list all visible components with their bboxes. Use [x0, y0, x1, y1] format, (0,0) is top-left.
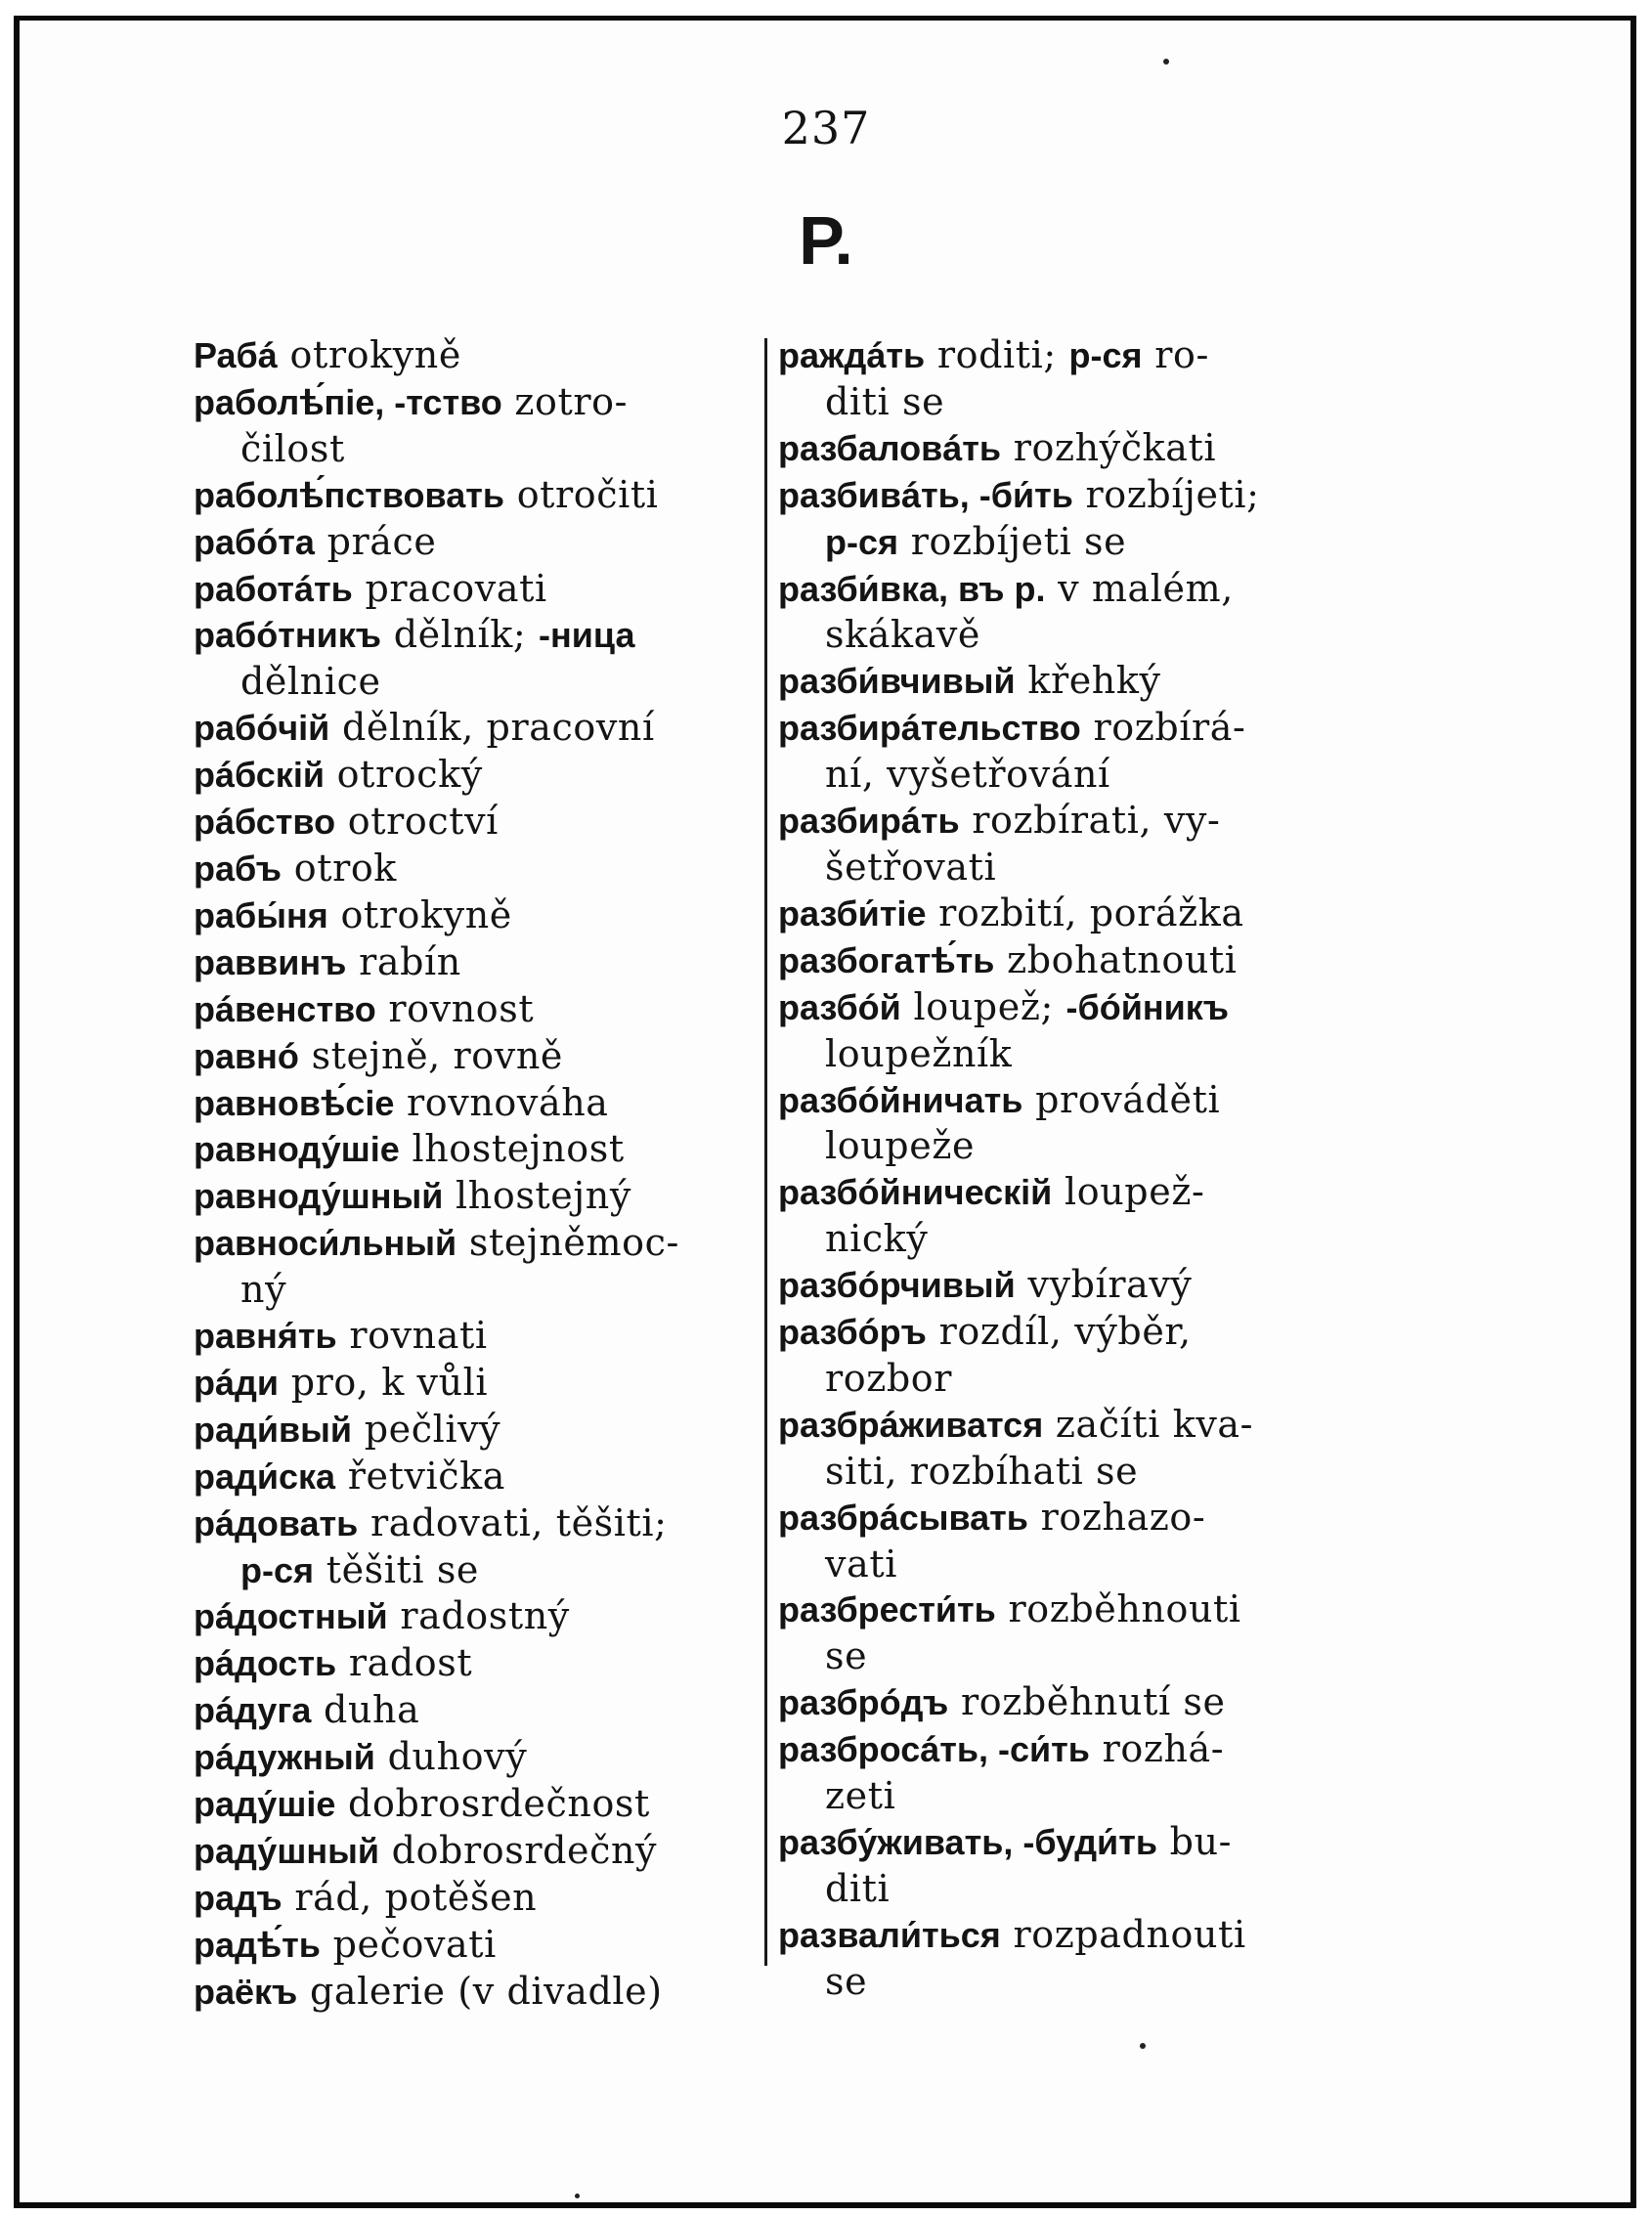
entry-headword: рабóчій: [194, 708, 330, 749]
entry-translation: rozběhnouti: [1008, 1587, 1241, 1631]
entry-translation: otročiti: [516, 472, 659, 516]
entry-translation: galerie (v divadle): [309, 1969, 663, 2013]
entry-translation: rozbití, porážka: [938, 891, 1244, 934]
entry-translation: stejně, rovně: [311, 1033, 564, 1077]
dictionary-entry: [194, 846, 759, 892]
entry-translation: dobrosrdečný: [391, 1829, 658, 1872]
entry-headword: равноду́шіе: [194, 1129, 400, 1170]
dictionary-entry: [194, 1126, 759, 1173]
entry-translation: duha: [324, 1688, 420, 1732]
dictionary-entry: [194, 1828, 759, 1875]
entry-continuation: [778, 1542, 1335, 1587]
entry-translation: dělnice: [240, 660, 381, 704]
entry-continuation: [778, 1959, 1335, 2005]
entry-translation: radost: [348, 1641, 473, 1685]
letter-heading: Р.: [799, 202, 853, 279]
dictionary-entry: [194, 1033, 759, 1080]
entry-headword-variant: р-ся: [240, 1549, 315, 1590]
entry-translation: nický: [825, 1217, 929, 1261]
entry-headword-variant: -бóйникъ: [1065, 986, 1230, 1027]
entry-headword: разбóйничать: [778, 1079, 1023, 1120]
dictionary-entry: [778, 1679, 1335, 1726]
dictionary-entry: [194, 1313, 759, 1360]
entry-translation: rovnati: [349, 1314, 488, 1358]
entry-translation: v malém,: [1058, 566, 1234, 610]
dictionary-entry: [778, 937, 1335, 984]
dictionary-entry: [778, 1077, 1335, 1124]
dictionary-entry: [194, 1687, 759, 1734]
dictionary-entry: [194, 1407, 759, 1454]
entry-headword-variant: -ница: [539, 615, 635, 656]
dictionary-entry: [778, 1402, 1335, 1449]
dictionary-entry: [778, 1495, 1335, 1542]
entry-headword: рáвенство: [194, 988, 376, 1029]
dictionary-entry: [778, 1912, 1335, 1959]
entry-translation: loupež;: [913, 984, 1054, 1028]
entry-headword: равнó: [194, 1035, 299, 1076]
entry-headword: рáдужный: [194, 1737, 375, 1778]
dictionary-entry: [194, 1781, 759, 1828]
entry-translation: zeti: [825, 1774, 896, 1818]
dictionary-entry: [194, 799, 759, 846]
entry-headword: разбóрчивый: [778, 1265, 1016, 1306]
dictionary-entry: [194, 1734, 759, 1781]
entry-headword: разбирáтельство: [778, 708, 1081, 749]
entry-continuation: [778, 519, 1335, 566]
dictionary-entry: [194, 1173, 759, 1220]
dictionary-entry: [778, 1262, 1335, 1309]
entry-translation: lhostejný: [456, 1174, 631, 1218]
dictionary-entry: [778, 566, 1335, 613]
entry-translation: roditi;: [936, 333, 1057, 376]
entry-translation: otrokyně: [289, 333, 461, 376]
entry-translation: křehký: [1027, 659, 1161, 703]
dictionary-entry: [778, 1309, 1335, 1356]
dictionary-entry: [778, 425, 1335, 472]
dictionary-entry: [778, 472, 1335, 519]
entry-translation: rozpadnouti: [1013, 1912, 1246, 1956]
entry-translation: radovati, těšiti;: [370, 1500, 668, 1544]
entry-headword: равноси́льный: [194, 1223, 457, 1264]
entry-translation: prováděti: [1035, 1077, 1221, 1121]
entry-translation: ní, vyšetřování: [825, 753, 1110, 797]
entry-translation: začíti kva-: [1055, 1402, 1254, 1446]
entry-headword: разбрóдъ: [778, 1682, 949, 1723]
entry-headword: равноду́шный: [194, 1176, 444, 1217]
entry-headword: ради́вый: [194, 1409, 352, 1450]
entry-translation: lhostejnost: [412, 1127, 625, 1171]
dictionary-entry: [778, 1586, 1335, 1633]
entry-translation: rozbor: [825, 1356, 953, 1400]
entry-headword: раболѣ́пствовать: [194, 474, 504, 515]
dictionary-entry: [778, 798, 1335, 845]
entry-translation: pro, k vůli: [290, 1360, 489, 1404]
entry-translation: rozbírati, vy-: [972, 799, 1221, 843]
entry-translation: vati: [825, 1542, 897, 1586]
entry-translation: otrocký: [336, 753, 483, 797]
dictionary-entry: [194, 1080, 759, 1127]
entry-translation: se: [825, 1959, 868, 2003]
dictionary-entry: [194, 332, 759, 379]
entry-translation: rozbírá-: [1093, 706, 1246, 750]
entry-continuation: [778, 1356, 1335, 1402]
entry-translation: rozbíjeti;: [1085, 472, 1260, 516]
entry-translation: radostný: [400, 1594, 570, 1638]
entry-translation: loupež-: [1065, 1170, 1205, 1214]
dictionary-entry: [778, 705, 1335, 752]
dictionary-entry: [778, 1726, 1335, 1773]
entry-headword: рабóта: [194, 521, 315, 562]
dictionary-entry: [194, 752, 759, 799]
entry-translation: rozdíl, výběr,: [938, 1310, 1192, 1354]
entry-headword: равня́ть: [194, 1316, 337, 1357]
entry-headword: разбрáсывать: [778, 1497, 1028, 1538]
entry-translation: rovnováha: [407, 1080, 609, 1124]
entry-headword: работáть: [194, 568, 353, 609]
entry-translation: otrokyně: [340, 892, 512, 936]
entry-translation: řetvička: [347, 1454, 506, 1498]
entry-translation: rozhazo-: [1040, 1495, 1206, 1539]
entry-continuation: [194, 426, 759, 472]
entry-headword: разби́вчивый: [778, 661, 1016, 702]
entry-headword: рáдуга: [194, 1690, 312, 1731]
entry-continuation: [778, 379, 1335, 425]
dictionary-entry: [194, 566, 759, 613]
entry-continuation: [778, 1031, 1335, 1077]
entry-headword: разбогатѣ́ть: [778, 939, 995, 980]
entry-translation: otrok: [293, 846, 397, 890]
dictionary-entry: [194, 1969, 759, 2016]
entry-translation: dělník, pracovní: [341, 706, 655, 750]
entry-headword: разбóй: [778, 986, 901, 1027]
entry-translation: zotro-: [514, 379, 629, 423]
entry-headword-variant: р-ся: [1068, 335, 1143, 375]
page-number: 237: [781, 102, 871, 154]
entry-headword: разби́тіе: [778, 892, 927, 934]
entry-headword: радъ: [194, 1877, 283, 1918]
entry-translation: čilost: [240, 426, 345, 470]
entry-continuation: [778, 1866, 1335, 1912]
entry-translation: šetřovati: [825, 845, 997, 889]
entry-translation: vybíravý: [1027, 1263, 1193, 1307]
dictionary-entry: [778, 658, 1335, 705]
dictionary-entry: [778, 332, 1335, 379]
entry-translation: bu-: [1169, 1820, 1233, 1863]
dictionary-entry: [194, 1875, 759, 1922]
entry-headword: ради́ска: [194, 1456, 336, 1497]
entry-continuation: [778, 752, 1335, 798]
dictionary-entry: [194, 1500, 759, 1547]
entry-translation: rozbíjeti se: [910, 519, 1127, 563]
entry-continuation: [778, 612, 1335, 658]
entry-continuation: [778, 1449, 1335, 1495]
entry-translation: siti, rozbíhati se: [825, 1449, 1139, 1493]
entry-headword: раждáть: [778, 335, 926, 375]
dictionary-entry: [194, 986, 759, 1033]
dictionary-entry: [778, 984, 1335, 1031]
entry-translation: rovnost: [388, 986, 535, 1030]
entry-translation: loupežník: [825, 1031, 1013, 1075]
entry-translation: ro-: [1154, 333, 1209, 376]
entry-headword: разбóръ: [778, 1312, 927, 1353]
dictionary-entry: [194, 472, 759, 519]
entry-headword: Рабá: [194, 335, 278, 375]
entry-continuation: [778, 1216, 1335, 1262]
dictionary-entry: [778, 1169, 1335, 1216]
entry-headword: рабóтникъ: [194, 615, 382, 656]
dictionary-entry: [194, 1922, 759, 1969]
entry-headword: разби́вка, въ р.: [778, 568, 1046, 609]
entry-headword: раёкъ: [194, 1971, 298, 2012]
entry-continuation: [778, 1123, 1335, 1169]
entry-headword: раболѣ́піе, -тство: [194, 381, 502, 422]
entry-continuation: [194, 1267, 759, 1313]
dictionary-entry: [194, 1360, 759, 1407]
entry-headword: рáбскій: [194, 755, 325, 796]
entry-headword: раду́шный: [194, 1831, 379, 1871]
entry-continuation: [778, 1633, 1335, 1679]
entry-translation: pečlivý: [364, 1407, 501, 1451]
entry-translation: diti se: [825, 379, 945, 423]
left-column: [194, 332, 759, 2016]
entry-headword: радѣ́ть: [194, 1924, 321, 1965]
print-speck: [1140, 2043, 1146, 2049]
entry-headword: разбу́живать, -буди́ть: [778, 1822, 1157, 1862]
entry-translation: otroctví: [347, 800, 499, 844]
dictionary-entry: [778, 891, 1335, 937]
entry-headword: разбирáть: [778, 801, 960, 842]
dictionary-entry: [194, 1220, 759, 1267]
dictionary-entry: [194, 1593, 759, 1640]
entry-translation: se: [825, 1634, 868, 1678]
entry-continuation: [778, 845, 1335, 891]
entry-translation: diti: [825, 1866, 891, 1910]
entry-translation: rád, potěšen: [294, 1875, 538, 1919]
entry-translation: rozběhnutí se: [960, 1680, 1226, 1724]
dictionary-entry: [778, 1819, 1335, 1866]
dictionary-entry: [194, 1640, 759, 1687]
dictionary-entry: [194, 1454, 759, 1500]
entry-translation: rozhýčkati: [1013, 425, 1217, 469]
entry-translation: ný: [240, 1268, 287, 1312]
entry-headword: разбросáть, -си́ть: [778, 1729, 1090, 1770]
entry-continuation: [778, 1773, 1335, 1819]
entry-headword: рáдовать: [194, 1502, 359, 1543]
print-speck: [575, 2194, 580, 2198]
entry-translation: zbohatnouti: [1007, 937, 1238, 981]
dictionary-entry: [194, 519, 759, 566]
entry-translation: práce: [326, 519, 437, 563]
entry-translation: rozhá-: [1102, 1727, 1225, 1771]
entry-headword: разбрести́ть: [778, 1589, 996, 1630]
entry-translation: duhový: [387, 1735, 528, 1779]
entry-continuation: [194, 1547, 759, 1594]
entry-translation: rabín: [359, 939, 461, 983]
dictionary-entry: [194, 892, 759, 939]
entry-headword: рáди: [194, 1362, 279, 1403]
entry-headword: разбрáживатся: [778, 1404, 1044, 1445]
entry-headword: раду́шіе: [194, 1784, 336, 1825]
entry-headword: рáбство: [194, 802, 336, 843]
dictionary-entry: [194, 612, 759, 659]
entry-continuation: [194, 659, 759, 705]
entry-translation: dělník;: [393, 613, 527, 657]
entry-translation: dobrosrdečnost: [348, 1782, 650, 1826]
entry-translation: těšiti se: [326, 1547, 480, 1591]
entry-headword: раввинъ: [194, 941, 347, 982]
entry-headword: развали́ться: [778, 1914, 1001, 1955]
entry-headword: рáдостный: [194, 1596, 388, 1637]
entry-headword: разбаловáть: [778, 427, 1002, 468]
entry-headword: разбóйническій: [778, 1172, 1053, 1213]
entry-headword: равновѣ́сіе: [194, 1082, 395, 1123]
entry-translation: loupeže: [825, 1124, 976, 1168]
entry-headword: рабы́ня: [194, 894, 328, 935]
column-divider: [764, 338, 767, 1966]
entry-headword: разбивáть, -би́ть: [778, 474, 1073, 515]
entry-translation: stejněmoc-: [468, 1221, 679, 1265]
entry-translation: pečovati: [332, 1922, 497, 1966]
dictionary-entry: [194, 379, 759, 426]
right-column: [778, 332, 1335, 2005]
dictionary-entry: [194, 939, 759, 986]
entry-translation: skákavě: [825, 613, 981, 657]
dictionary-entry: [194, 705, 759, 752]
entry-headword-variant: р-ся: [825, 521, 899, 562]
entry-headword: рáдость: [194, 1643, 337, 1684]
print-speck: [1163, 59, 1169, 65]
entry-headword: рабъ: [194, 847, 283, 889]
entry-translation: pracovati: [365, 566, 547, 610]
